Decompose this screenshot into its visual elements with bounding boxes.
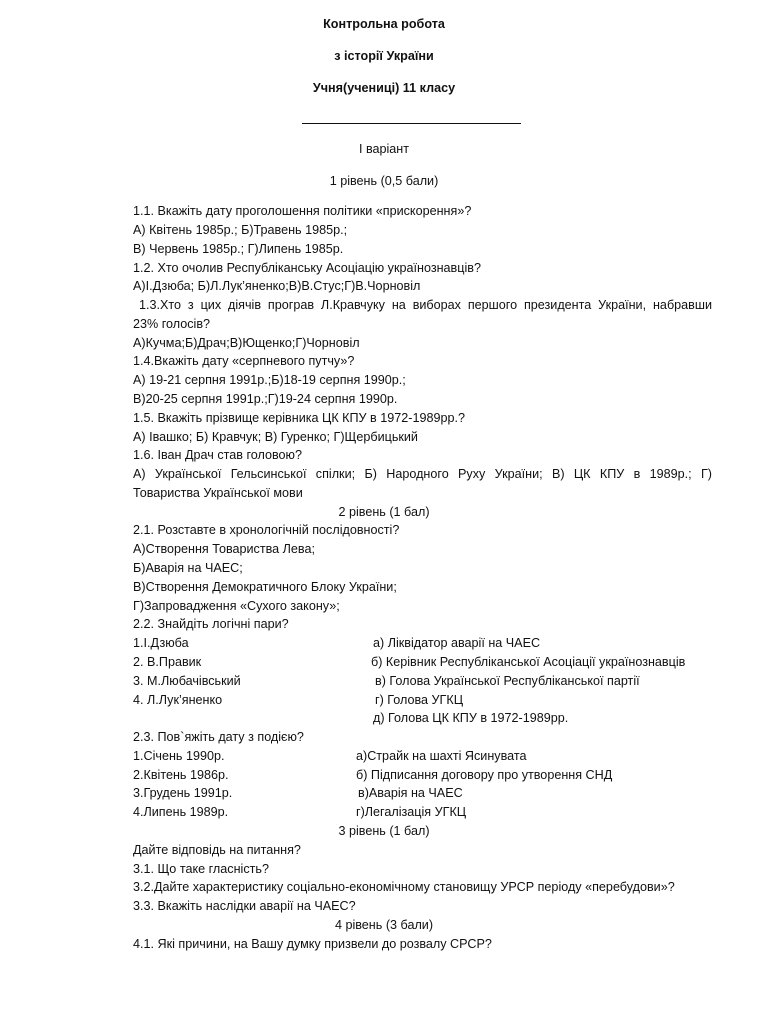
question-1-3-cont: 23% голосів? xyxy=(133,317,211,331)
question-2-3: 2.3. Пов`яжіть дату з подією? xyxy=(133,730,304,744)
pair-left-item: 3. М.Любачівський xyxy=(133,674,241,688)
level1-title: 1 рівень (0,5 бали) xyxy=(329,174,439,188)
answer-line: В)20-25 серпня 1991р.;Г)19-24 серпня 1990р. xyxy=(133,392,398,406)
pair-right-item: б) Керівник Республіканської Асоціації українознавців xyxy=(371,655,686,669)
answer-line: А) Української Гельсинської спілки; Б) Народного Руху України; В) ЦК КПУ в 1989р.; Г) xyxy=(133,467,712,481)
answer-line: А) Івашко; Б) Кравчук; В) Гуренко; Г)Щербицький xyxy=(133,430,418,444)
student-line: Учня(учениці) 11 класу xyxy=(312,81,456,95)
pair-right-item: а) Ліквідатор аварії на ЧАЕС xyxy=(373,636,541,650)
chronology-item: Б)Аварія на ЧАЕС; xyxy=(133,561,243,575)
chronology-item: В)Створення Демократичного Блоку України; xyxy=(133,580,397,594)
answer-line-cont: Товариства Української мови xyxy=(133,486,303,500)
document-title: Контрольна робота xyxy=(323,17,445,31)
question-2-2: 2.2. Знайдіть логічні пари? xyxy=(133,617,289,631)
question-1-6: 1.6. Іван Драч став головою? xyxy=(133,448,302,462)
question-3-2: 3.2.Дайте характеристику соціально-економічному становищу УРСР періоду «перебудови»? xyxy=(133,880,675,894)
event-item: в)Аварія на ЧАЕС xyxy=(358,786,463,800)
level3-instruction: Дайте відповідь на питання? xyxy=(133,843,301,857)
pair-left-item: 2. В.Правик xyxy=(133,655,202,669)
answer-line: А) Квітень 1985р.; Б)Травень 1985р.; xyxy=(133,223,348,237)
question-1-5: 1.5. Вкажіть прізвище керівника ЦК КПУ в 1972-1989рр.? xyxy=(133,411,465,425)
event-item: г)Легалізація УГКЦ xyxy=(356,805,467,819)
question-1-4: 1.4.Вкажіть дату «серпневого путчу»? xyxy=(133,354,355,368)
pair-left-item: 4. Л.Лук’яненко xyxy=(133,693,223,707)
level3-title: 3 рівень (1 бал) xyxy=(338,824,430,838)
date-item: 4.Липень 1989р. xyxy=(133,805,229,819)
pair-right-item: г) Голова УГКЦ xyxy=(375,693,464,707)
answer-line: А)І.Дзюба; Б)Л.Лук’яненко;В)В.Стус;Г)В.Чорновіл xyxy=(133,279,421,293)
pair-left-item: 1.І.Дзюба xyxy=(133,636,189,650)
pair-right-item: д) Голова ЦК КПУ в 1972-1989рр. xyxy=(373,711,569,725)
name-blank-line xyxy=(302,123,521,124)
answer-line: А) 19-21 серпня 1991р.;Б)18-19 серпня 1990р.; xyxy=(133,373,406,387)
question-4-1: 4.1. Які причини, на Вашу думку призвели до розвалу СРСР? xyxy=(133,937,492,951)
level4-title: 4 рівень (3 бали) xyxy=(334,918,434,932)
variant-label: І варіант xyxy=(358,142,410,156)
date-item: 1.Січень 1990р. xyxy=(133,749,225,763)
question-1-1: 1.1. Вкажіть дату проголошення політики «прискорення»? xyxy=(133,204,472,218)
question-3-3: 3.3. Вкажіть наслідки аварії на ЧАЕС? xyxy=(133,899,356,913)
pair-right-item: в) Голова Української Республіканської партії xyxy=(375,674,640,688)
subject-line: з історії України xyxy=(334,49,434,63)
level2-title: 2 рівень (1 бал) xyxy=(338,505,430,519)
question-1-3: 1.3.Хто з цих діячів програв Л.Кравчуку на виборах першого президента України, набравши xyxy=(139,298,712,312)
answer-line: А)Кучма;Б)Драч;В)Ющенко;Г)Чорновіл xyxy=(133,336,360,350)
chronology-item: А)Створення Товариства Лева; xyxy=(133,542,315,556)
chronology-item: Г)Запровадження «Сухого закону»; xyxy=(133,599,340,613)
date-item: 2.Квітень 1986р. xyxy=(133,768,229,782)
answer-line: В) Червень 1985р.; Г)Липень 1985р. xyxy=(133,242,344,256)
question-2-1: 2.1. Розставте в хронологічній послідовності? xyxy=(133,523,400,537)
date-item: 3.Грудень 1991р. xyxy=(133,786,233,800)
question-3-1: 3.1. Що таке гласність? xyxy=(133,862,269,876)
event-item: а)Страйк на шахті Ясинувата xyxy=(356,749,527,763)
question-1-2: 1.2. Хто очолив Республіканську Асоціацію українознавців? xyxy=(133,261,481,275)
event-item: б) Підписання договору про утворення СНД xyxy=(356,768,613,782)
